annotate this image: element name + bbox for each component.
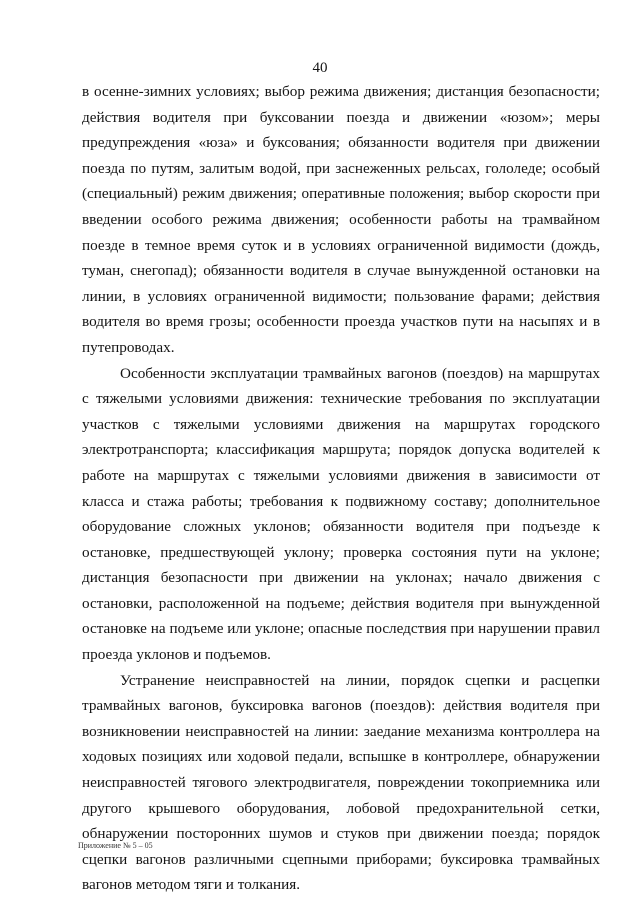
page-number: 40 — [312, 60, 328, 76]
paragraph-heavy-routes: Особенности эксплуатации трамвайных вагонов (поездов) на маршрутах с тяжелыми условиями движения: технические требования по эксплуатации участков с тяжелыми условиями движения на маршрутах городского электротранспорта; классификация маршрута; порядок допуска водителей к работе на маршрутах с тяжелыми условиями движения в зависимости от класса и стажа работы; требования к подвижному составу; дополнительное оборудование сложных уклонов; обязанности водителя при подъезде к остановке, предшествующей уклону; проверка состояния пути на уклоне; дистанция безопасности при движении на уклонах; начало движения с остановки, расположенной на подъеме; действия водителя при вынужденной остановке на подъеме или уклоне; опасные последствия при нарушении правил проезда уклонов и подъемов. — [82, 364, 600, 664]
paragraph-continuation: в осенне-зимних условиях; выбор режима движения; дистанция безопасности; действия водителя при буксовании поезда и движении «юзом»; меры предупреждения «юза» и буксования; обязанности водителя при движении поезда по путям, залитым водой, при заснеженных рельсах, гололеде; особый (специальный) режим движения; оперативные положения; выбор скорости при введении особого режима движения; особенности работы на трамвайном поезде в темное время суток и в условиях ограниченной видимости (дождь, туман, снегопад); обязанности водителя в случае вынужденной остановки на линии, в условиях ограниченной видимости; пользование фарами; действия водителя во время грозы; особенности проезда участков пути на насыпях и в путепроводах. — [82, 83, 600, 356]
footer-note: Приложение № 5 – 05 — [78, 841, 153, 850]
paragraph-troubleshooting: Устранение неисправностей на линии, порядок сцепки и расцепки трамвайных вагонов, буксировка вагонов (поездов): действия водителя при возникновении неисправностей на линии: заедание механизма контроллера на ходовых позициях или ходовой педали, вспышке в контроллере, обнаружении неисправностей тягового электродвигателя, повреждении токоприемника или другого крышевого оборудования, лобовой предохранительной сетки, обнаружении посторонних шумов и стуков при движении поезда; порядок сцепки вагонов различными сцепными приборами; буксировка трамвайных вагонов методом тяги и толкания. — [82, 671, 600, 894]
body-text — [82, 79, 600, 898]
